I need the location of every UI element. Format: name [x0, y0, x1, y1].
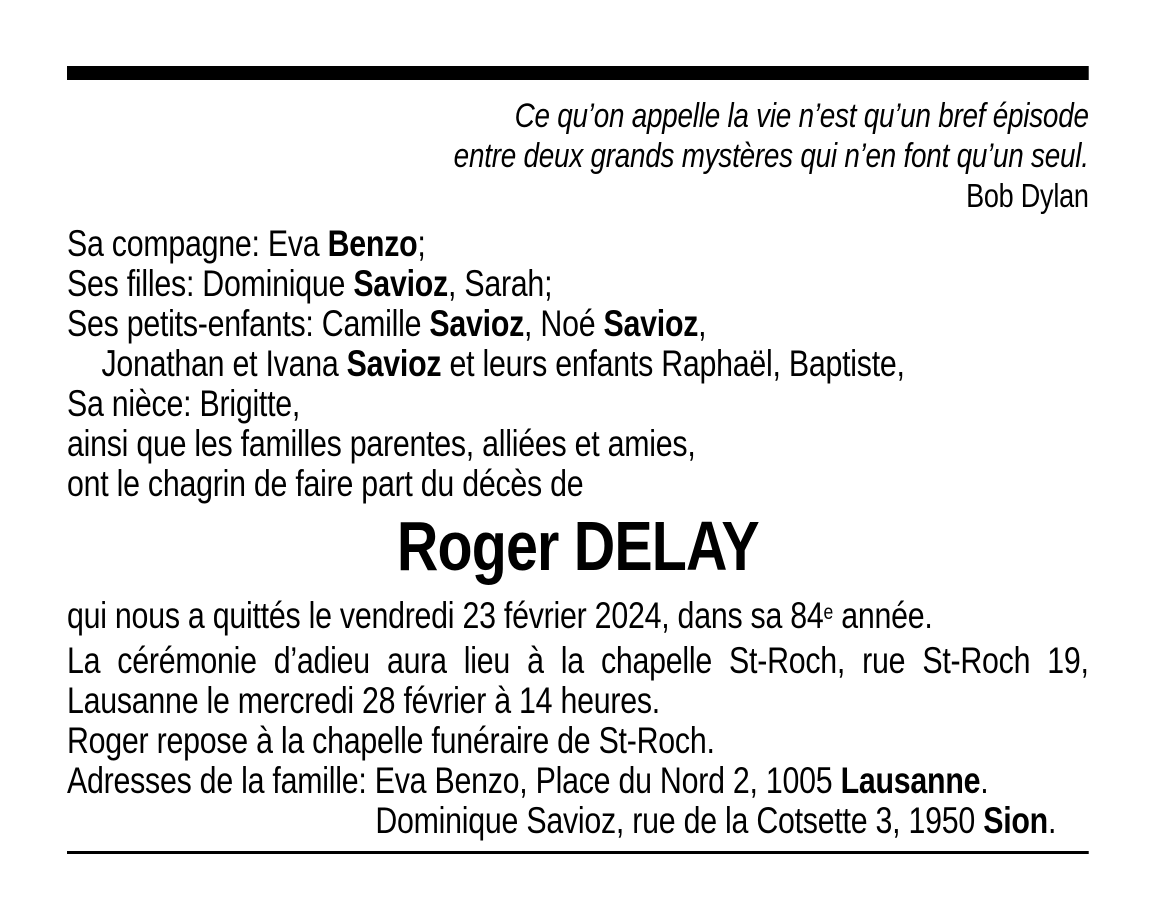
bold-name-text: Savioz: [346, 343, 442, 384]
text-line: [67, 224, 1089, 264]
text-segment: .: [1047, 800, 1057, 841]
superscript-text: e: [823, 600, 834, 624]
details-block: [67, 596, 1089, 841]
text-line: [67, 464, 1089, 504]
bottom-rule: [67, 851, 1089, 854]
text-segment: Adresses de la famille: Eva Benzo, Place du Nord 2, 1005: [67, 760, 841, 801]
text-segment: Sa nièce: Brigitte,: [67, 383, 301, 424]
text-segment: Roger repose à la chapelle funéraire de St-Roch.: [67, 720, 715, 761]
text-segment: , Sarah;: [447, 263, 553, 304]
bold-name-text: Savioz: [429, 303, 525, 344]
text-line: [67, 424, 1089, 464]
top-black-bar: [67, 66, 1089, 80]
text-segment: ;: [417, 223, 426, 264]
text-segment: Jonathan et Ivana: [101, 343, 347, 384]
quote-line-1: Ce qu’on appelle la vie n’est qu’un bref épisode: [514, 97, 1089, 135]
text-line: [67, 681, 1089, 721]
text-line: [67, 761, 1089, 801]
family-block: [67, 224, 1089, 504]
deceased-name: Roger DELAY: [396, 507, 759, 585]
text-line: [67, 344, 1089, 384]
text-segment: ont le chagrin de faire part du décès de: [67, 463, 584, 504]
bold-name-text: Benzo: [327, 223, 418, 264]
bold-name-text: Lausanne: [840, 760, 981, 801]
text-line: [67, 641, 1089, 681]
quote-block: [67, 96, 1089, 216]
text-segment: qui nous a quittés le vendredi 23 février 2024, dans sa 84: [67, 595, 824, 636]
bold-name-text: Sion: [983, 800, 1048, 841]
text-line: [67, 264, 1089, 304]
text-segment: année.: [833, 595, 933, 636]
text-segment: Dominique Savioz, rue de la Cotsette 3, 1950: [375, 800, 984, 841]
text-segment: ,: [698, 303, 707, 344]
text-segment: Ses filles: Dominique: [67, 263, 354, 304]
text-line: [67, 384, 1089, 424]
text-line: [67, 596, 1089, 641]
text-segment: Ses petits-enfants: Camille: [67, 303, 430, 344]
text-segment: La cérémonie d’adieu aura lieu à la chapelle St-Roch, rue St-Roch 19,: [67, 640, 1089, 681]
bold-name-text: Savioz: [603, 303, 699, 344]
text-segment: , Noé: [524, 303, 604, 344]
notice-content: [67, 0, 1089, 854]
text-segment: Sa compagne: Eva: [67, 223, 328, 264]
text-segment: .: [980, 760, 989, 801]
text-line: [67, 304, 1089, 344]
text-segment: et leurs enfants Raphaël, Baptiste,: [441, 343, 905, 384]
text-line: [67, 721, 1089, 761]
text-line: [67, 801, 1089, 841]
text-segment: Lausanne le mercredi 28 février à 14 heures.: [67, 680, 660, 721]
bold-name-text: Savioz: [353, 263, 448, 304]
quote-line-2: entre deux grands mystères qui n’en font qu’un seul.: [453, 137, 1089, 175]
quote-attribution: Bob Dylan: [966, 177, 1089, 214]
text-segment: ainsi que les familles parentes, alliées et amies,: [67, 423, 696, 464]
